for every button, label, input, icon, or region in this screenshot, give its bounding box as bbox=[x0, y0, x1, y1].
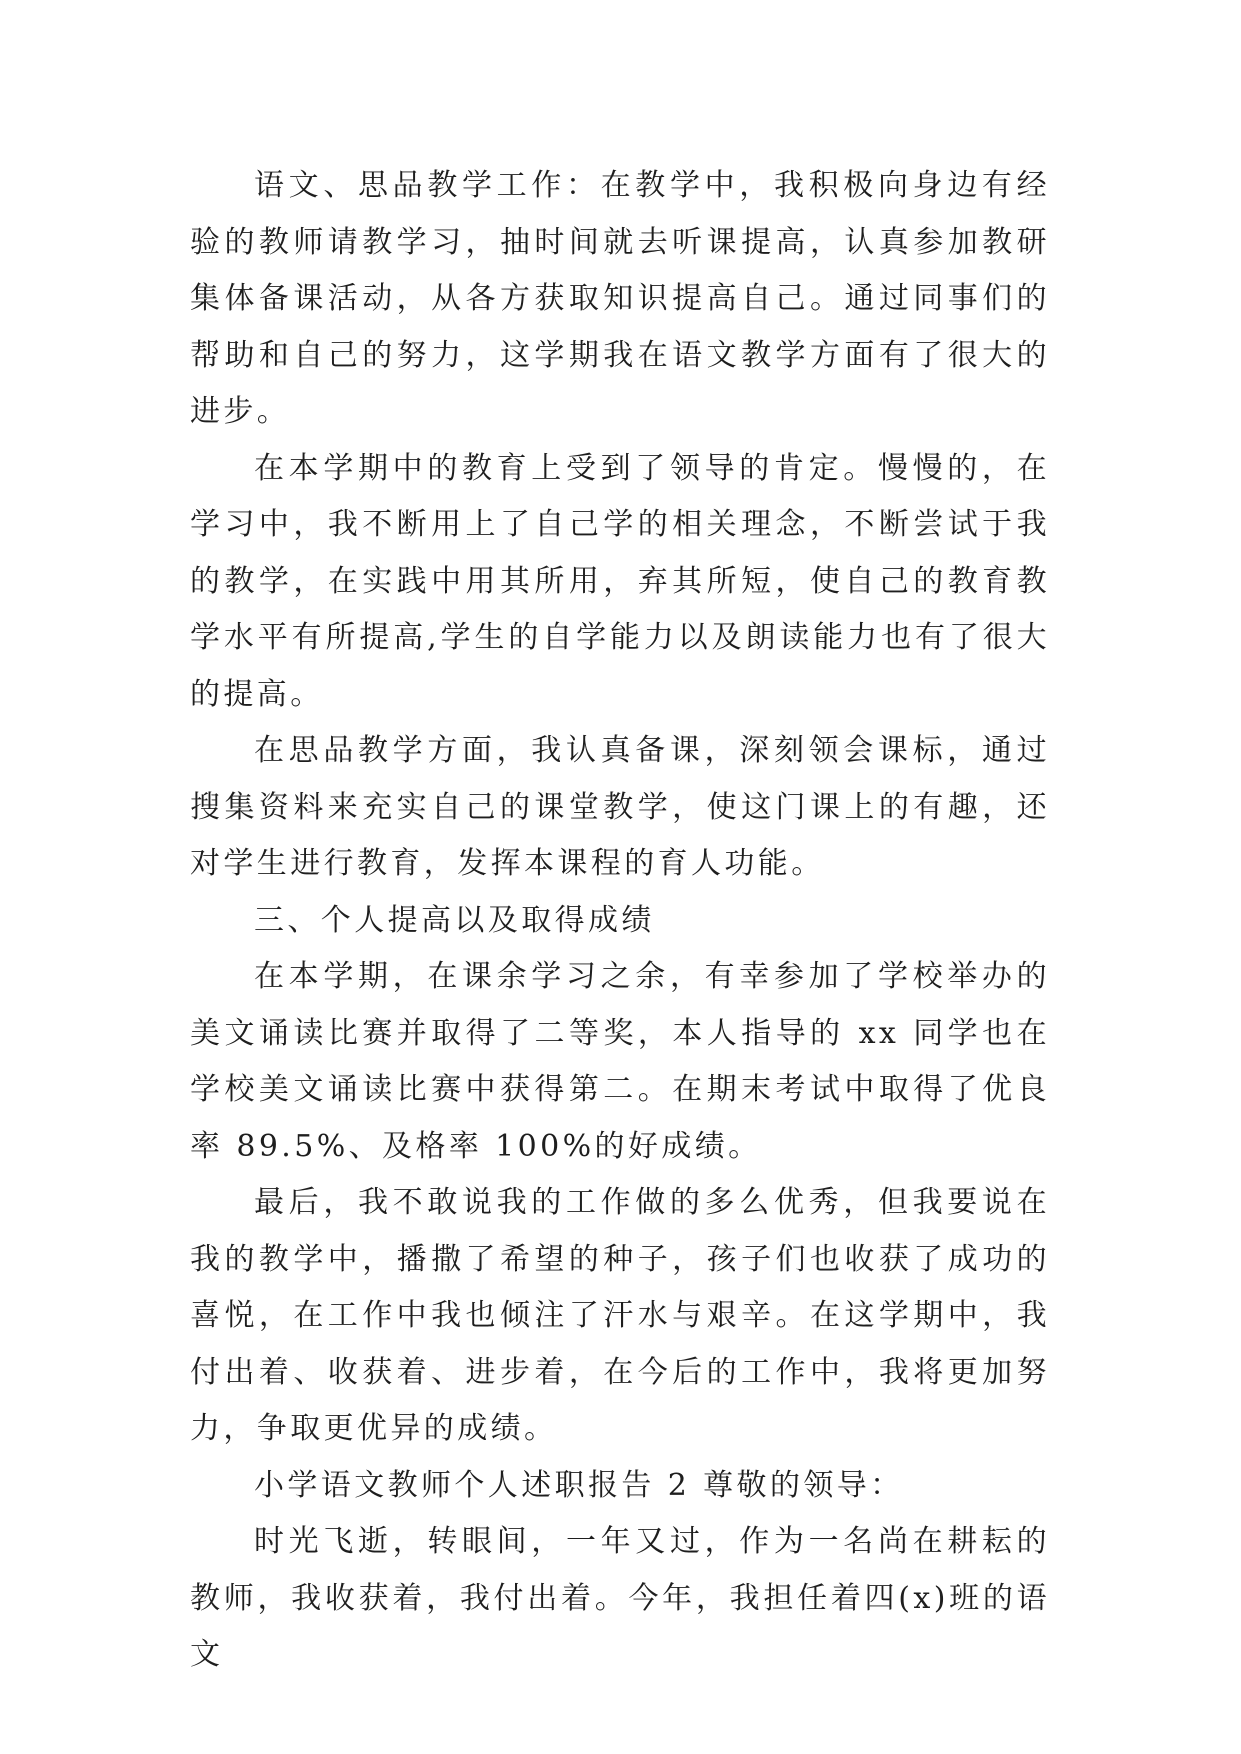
paragraph-leadership-recognition: 在本学期中的教育上受到了领导的肯定。慢慢的，在学习中，我不断用上了自己学的相关理念，不断尝试于我的教学，在实践中用其所用，弃其所短，使自己的教育教学水平有所提高,学生的自学能力以及朗读能力也有了很大的提高。 bbox=[190, 450, 1050, 712]
paragraph-moral-education: 在思品教学方面，我认真备课，深刻领会课标，通过搜集资料来充实自己的课堂教学，使这门课上的有趣，还对学生进行教育，发挥本课程的育人功能。 bbox=[190, 733, 1050, 881]
document-body bbox=[190, 158, 1050, 1684]
report-title-2: 小学语文教师个人述职报告 2 尊敬的领导： bbox=[254, 1467, 904, 1503]
paragraph-competition-results: 在本学期，在课余学习之余，有幸参加了学校举办的美文诵读比赛并取得了二等奖，本人指导的 xx 同学也在学校美文诵读比赛中获得第二。在期末考试中取得了优良率 89.5%、及格率 100%的好成绩。 bbox=[190, 959, 1050, 1164]
paragraph-conclusion: 最后，我不敢说我的工作做的多么优秀，但我要说在我的教学中，播撒了希望的种子，孩子们也收获了成功的喜悦，在工作中我也倾注了汗水与艰辛。在这学期中，我付出着、收获着、进步着，在今后的工作中，我将更加努力，争取更优异的成绩。 bbox=[190, 1185, 1050, 1446]
paragraph-report-2-opening: 时光飞逝，转眼间，一年又过，作为一名尚在耕耘的教师，我收获着，我付出着。今年，我担任着四(x)班的语文 bbox=[190, 1524, 1050, 1672]
paragraph-teaching-work: 语文、思品教学工作：在教学中，我积极向身边有经验的教师请教学习，抽时间就去听课提高，认真参加教研集体备课活动，从各方获取知识提高自己。通过同事们的帮助和自己的努力，这学期我在语文教学方面有了很大的进步。 bbox=[190, 168, 1050, 429]
section-heading-achievements: 三、个人提高以及取得成绩 bbox=[254, 902, 655, 938]
